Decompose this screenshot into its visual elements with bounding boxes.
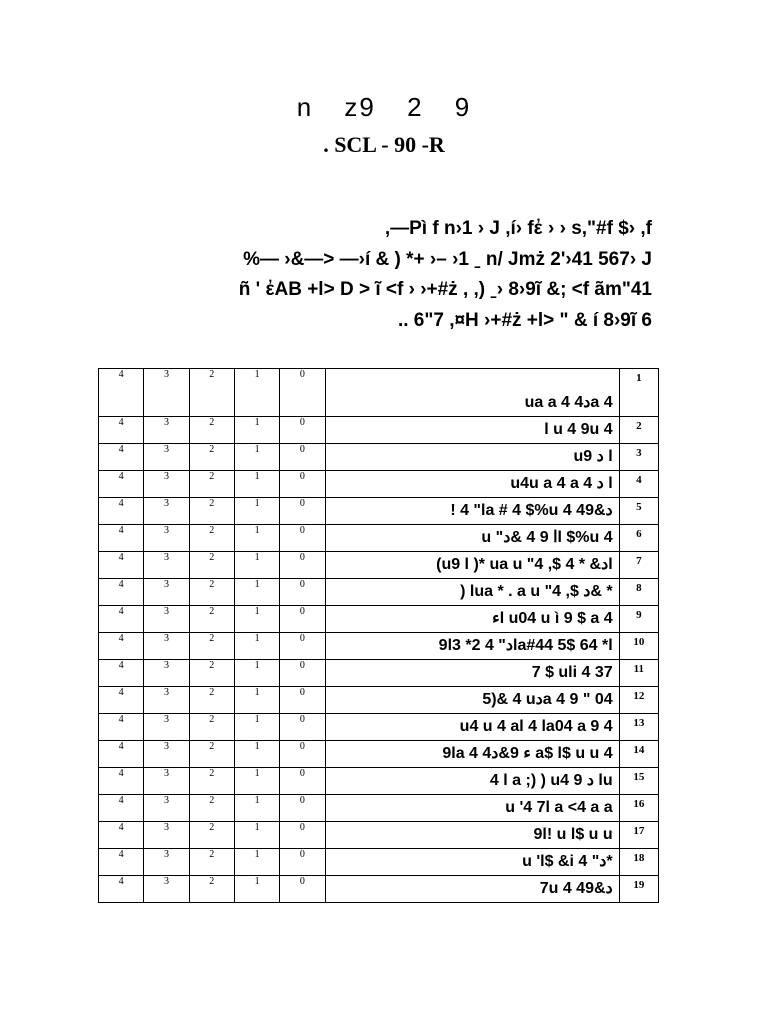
score-option-3[interactable]: 3 <box>144 687 189 714</box>
score-option-4[interactable]: 4 <box>99 876 144 903</box>
score-option-2[interactable]: 2 <box>189 579 234 606</box>
score-option-4[interactable]: 4 <box>99 687 144 714</box>
item-text: ! 4 "la # 4 $%u 4 49&د <box>325 498 619 525</box>
score-option-0[interactable]: 0 <box>280 741 325 768</box>
score-option-0[interactable]: 0 <box>280 795 325 822</box>
score-option-4[interactable]: 4 <box>99 471 144 498</box>
score-option-4[interactable]: 4 <box>99 498 144 525</box>
score-option-0[interactable]: 0 <box>280 444 325 471</box>
intro-line: %— ›&—> —›í & ) *+ ›– ›1 ˍ n/ Jmż 2'›41 567› J <box>243 248 652 270</box>
score-option-4[interactable]: 4 <box>99 660 144 687</box>
score-option-0[interactable]: 0 <box>280 876 325 903</box>
score-option-1[interactable]: 1 <box>234 768 279 795</box>
score-option-3[interactable]: 3 <box>144 768 189 795</box>
item-number: 15 <box>619 768 658 795</box>
table-row <box>99 525 659 552</box>
questionnaire-body <box>99 369 659 903</box>
item-text: 4 l a ;) ) u4 د 9 lu <box>325 768 619 795</box>
score-option-1[interactable]: 1 <box>234 606 279 633</box>
item-text: 9la 4 4ء 9&د a$ l$ u u 4 <box>325 741 619 768</box>
table-row <box>99 633 659 660</box>
score-option-2[interactable]: 2 <box>189 876 234 903</box>
score-option-4[interactable]: 4 <box>99 714 144 741</box>
score-option-2[interactable]: 2 <box>189 552 234 579</box>
item-number: 18 <box>619 849 658 876</box>
intro-line: ñ ' ἐAB +l> D > ĩ <f › ›+#ż , ,) ˍ› 8›9ĩ &; <f ãm"41 <box>238 279 652 300</box>
score-option-2[interactable]: 2 <box>189 795 234 822</box>
score-option-3[interactable]: 3 <box>144 579 189 606</box>
score-option-0[interactable]: 0 <box>280 687 325 714</box>
intro-line: .. 6"7 ,¤H ›+#ż +l> " & í 8›9ĩ 6 <box>397 309 652 331</box>
intro-paragraph <box>112 214 652 336</box>
score-option-3[interactable]: 3 <box>144 369 189 417</box>
score-option-1[interactable]: 1 <box>234 579 279 606</box>
score-option-3[interactable]: 3 <box>144 525 189 552</box>
score-option-4[interactable]: 4 <box>99 768 144 795</box>
score-option-1[interactable]: 1 <box>234 444 279 471</box>
score-option-3[interactable]: 3 <box>144 417 189 444</box>
score-option-1[interactable]: 1 <box>234 822 279 849</box>
item-number: 2 <box>619 417 658 444</box>
score-option-1[interactable]: 1 <box>234 660 279 687</box>
item-text: ua a 4 4دa 4 <box>325 369 619 417</box>
questionnaire-table <box>98 368 659 903</box>
score-option-3[interactable]: 3 <box>144 849 189 876</box>
item-number: 12 <box>619 687 658 714</box>
score-option-4[interactable]: 4 <box>99 633 144 660</box>
table-row <box>99 714 659 741</box>
item-number: 1 <box>619 369 658 417</box>
score-option-4[interactable]: 4 <box>99 849 144 876</box>
score-option-3[interactable]: 3 <box>144 660 189 687</box>
score-option-0[interactable]: 0 <box>280 417 325 444</box>
table-row <box>99 741 659 768</box>
item-text: u4 u 4 al 4 la04 a 9 4 <box>325 714 619 741</box>
score-option-3[interactable]: 3 <box>144 471 189 498</box>
score-option-4[interactable]: 4 <box>99 741 144 768</box>
item-text: 9l3 *د" 4 2la#44 5$ 64 *l <box>325 633 619 660</box>
table-row <box>99 552 659 579</box>
item-number: 8 <box>619 579 658 606</box>
score-option-3[interactable]: 3 <box>144 714 189 741</box>
page-title: n z9 2 9 <box>296 92 472 122</box>
item-number: 6 <box>619 525 658 552</box>
score-option-0[interactable]: 0 <box>280 579 325 606</box>
item-number: 3 <box>619 444 658 471</box>
score-option-2[interactable]: 2 <box>189 660 234 687</box>
score-option-0[interactable]: 0 <box>280 498 325 525</box>
score-option-1[interactable]: 1 <box>234 471 279 498</box>
table-row <box>99 417 659 444</box>
table-row <box>99 579 659 606</box>
table-row <box>99 498 659 525</box>
score-option-1[interactable]: 1 <box>234 525 279 552</box>
score-option-0[interactable]: 0 <box>280 552 325 579</box>
item-text: uد 9 l <box>325 444 619 471</box>
table-row <box>99 687 659 714</box>
score-option-0[interactable]: 0 <box>280 471 325 498</box>
score-option-1[interactable]: 1 <box>234 741 279 768</box>
score-option-2[interactable]: 2 <box>189 633 234 660</box>
score-option-4[interactable]: 4 <box>99 444 144 471</box>
score-option-0[interactable]: 0 <box>280 822 325 849</box>
score-option-0[interactable]: 0 <box>280 660 325 687</box>
score-option-2[interactable]: 2 <box>189 606 234 633</box>
score-option-3[interactable]: 3 <box>144 795 189 822</box>
score-option-2[interactable]: 2 <box>189 369 234 417</box>
score-option-3[interactable]: 3 <box>144 822 189 849</box>
score-option-0[interactable]: 0 <box>280 714 325 741</box>
score-option-3[interactable]: 3 <box>144 633 189 660</box>
item-text: (u9 l )* ua u "4 ,$ 4 * &دl <box>325 552 619 579</box>
score-option-2[interactable]: 2 <box>189 714 234 741</box>
item-number: 7 <box>619 552 658 579</box>
score-option-2[interactable]: 2 <box>189 498 234 525</box>
score-option-1[interactable]: 1 <box>234 552 279 579</box>
item-text: u 'l$ &i 4 "د* <box>325 849 619 876</box>
score-option-1[interactable]: 1 <box>234 795 279 822</box>
score-option-4[interactable]: 4 <box>99 369 144 417</box>
score-option-2[interactable]: 2 <box>189 741 234 768</box>
score-option-2[interactable]: 2 <box>189 768 234 795</box>
score-option-4[interactable]: 4 <box>99 417 144 444</box>
item-number: 14 <box>619 741 658 768</box>
intro-line: ,—Pì f n›1 › J ,í› fἐ › › s,"#f $› ,f <box>384 218 652 239</box>
score-option-1[interactable]: 1 <box>234 714 279 741</box>
score-option-3[interactable]: 3 <box>144 741 189 768</box>
score-option-1[interactable]: 1 <box>234 876 279 903</box>
item-number: 16 <box>619 795 658 822</box>
score-option-3[interactable]: 3 <box>144 444 189 471</box>
score-option-1[interactable]: 1 <box>234 687 279 714</box>
item-text: 5)& 4 uدa 4 9 " 04 <box>325 687 619 714</box>
score-option-2[interactable]: 2 <box>189 471 234 498</box>
table-row <box>99 444 659 471</box>
score-option-3[interactable]: 3 <box>144 552 189 579</box>
table-row <box>99 369 659 417</box>
table-row <box>99 660 659 687</box>
table-row <box>99 822 659 849</box>
score-option-1[interactable]: 1 <box>234 369 279 417</box>
score-option-4[interactable]: 4 <box>99 822 144 849</box>
item-number: 5 <box>619 498 658 525</box>
item-number: 10 <box>619 633 658 660</box>
score-option-1[interactable]: 1 <box>234 498 279 525</box>
score-option-3[interactable]: 3 <box>144 606 189 633</box>
score-option-1[interactable]: 1 <box>234 849 279 876</box>
item-number: 4 <box>619 471 658 498</box>
item-text: u "ا 9 4 &دl $%u 4 <box>325 525 619 552</box>
page-subtitle: . SCL - 90 -R <box>323 132 445 157</box>
score-option-0[interactable]: 0 <box>280 606 325 633</box>
item-text: ) lua * . a u "4 ,$ د& * <box>325 579 619 606</box>
score-option-0[interactable]: 0 <box>280 849 325 876</box>
item-number: 19 <box>619 876 658 903</box>
item-text: u4u a 4 a 4 د l <box>325 471 619 498</box>
item-text: u '4 7l a <4 a a <box>325 795 619 822</box>
table-row <box>99 606 659 633</box>
table-row <box>99 471 659 498</box>
score-option-3[interactable]: 3 <box>144 876 189 903</box>
item-number: 13 <box>619 714 658 741</box>
score-option-4[interactable]: 4 <box>99 525 144 552</box>
score-option-0[interactable]: 0 <box>280 525 325 552</box>
score-option-2[interactable]: 2 <box>189 822 234 849</box>
score-option-1[interactable]: 1 <box>234 417 279 444</box>
item-text: l u 4 9u 4 <box>325 417 619 444</box>
table-row <box>99 849 659 876</box>
item-text: 7u 4 49&د <box>325 876 619 903</box>
score-option-4[interactable]: 4 <box>99 552 144 579</box>
item-text: ءl u04 u ì 9 $ a 4 <box>325 606 619 633</box>
score-option-2[interactable]: 2 <box>189 417 234 444</box>
score-option-4[interactable]: 4 <box>99 579 144 606</box>
item-number: 17 <box>619 822 658 849</box>
score-option-2[interactable]: 2 <box>189 525 234 552</box>
score-option-0[interactable]: 0 <box>280 768 325 795</box>
score-option-3[interactable]: 3 <box>144 498 189 525</box>
item-text: 7 $ uli 4 37 <box>325 660 619 687</box>
score-option-4[interactable]: 4 <box>99 795 144 822</box>
score-option-4[interactable]: 4 <box>99 606 144 633</box>
score-option-2[interactable]: 2 <box>189 687 234 714</box>
score-option-2[interactable]: 2 <box>189 444 234 471</box>
item-text: 9l! u l$ u u <box>325 822 619 849</box>
table-row <box>99 876 659 903</box>
score-option-2[interactable]: 2 <box>189 849 234 876</box>
table-row <box>99 768 659 795</box>
score-option-1[interactable]: 1 <box>234 633 279 660</box>
item-number: 11 <box>619 660 658 687</box>
score-option-0[interactable]: 0 <box>280 369 325 417</box>
score-option-0[interactable]: 0 <box>280 633 325 660</box>
table-row <box>99 795 659 822</box>
item-number: 9 <box>619 606 658 633</box>
